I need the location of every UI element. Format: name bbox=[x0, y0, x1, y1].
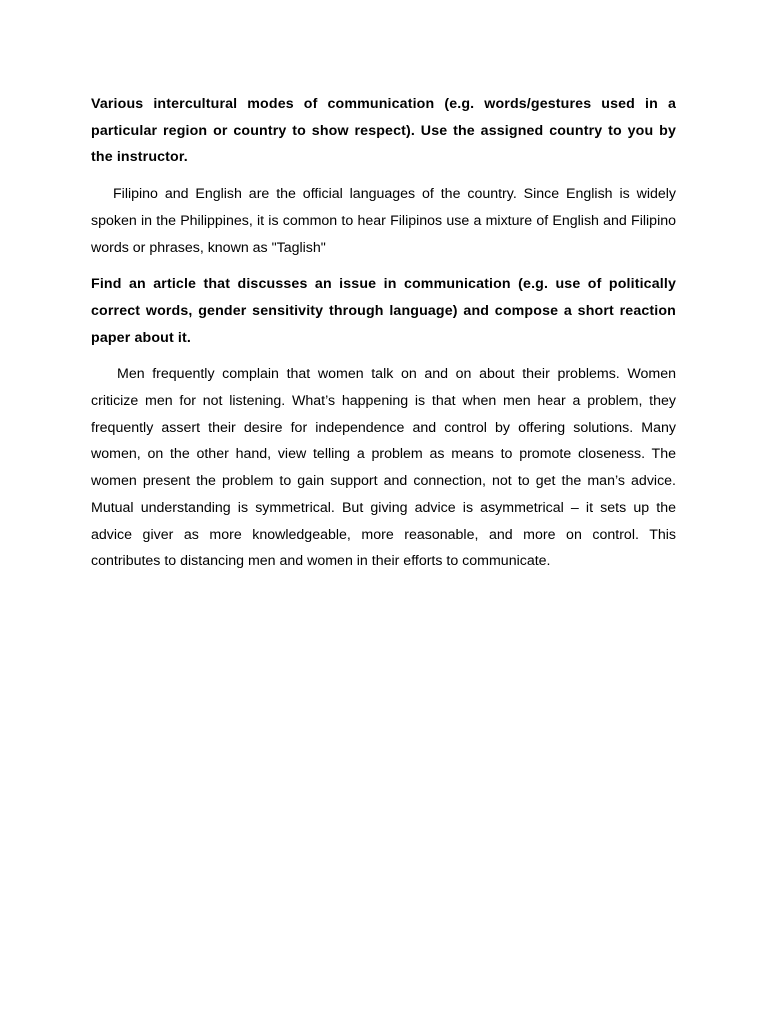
answer-1: Filipino and English are the official languages of the country. Since English is widely spoken in the Philippines, it is common to hear Filipinos use a mixture of English and Filipino words or phrases, known as "Taglish" bbox=[91, 186, 676, 256]
answer-2: Men frequently complain that women talk on and on about their problems. Women criticize men for not listening. What’s happening is that when men hear a problem, they frequently assert their desire for independence and control by offering solutions. Many women, on the other hand, view telling a problem as means to promote closeness. The women present the problem to gain support and connection, not to get the man’s advice. Mutual understanding is symmetrical. But giving advice is asymmetrical – it sets up the advice giver as more knowledgeable, more reasonable, and more on control. This contributes to distancing men and women in their efforts to communicate. bbox=[91, 366, 676, 570]
question-2: Find an article that discusses an issue in communication (e.g. use of politically correct words, gender sensitivity through language) and compose a short reaction paper about it. bbox=[91, 276, 676, 346]
question-1: Various intercultural modes of communication (e.g. words/gestures used in a particular region or country to show respect). Use the assigned country to you by the instructor. bbox=[91, 96, 676, 166]
document-page bbox=[91, 91, 676, 575]
